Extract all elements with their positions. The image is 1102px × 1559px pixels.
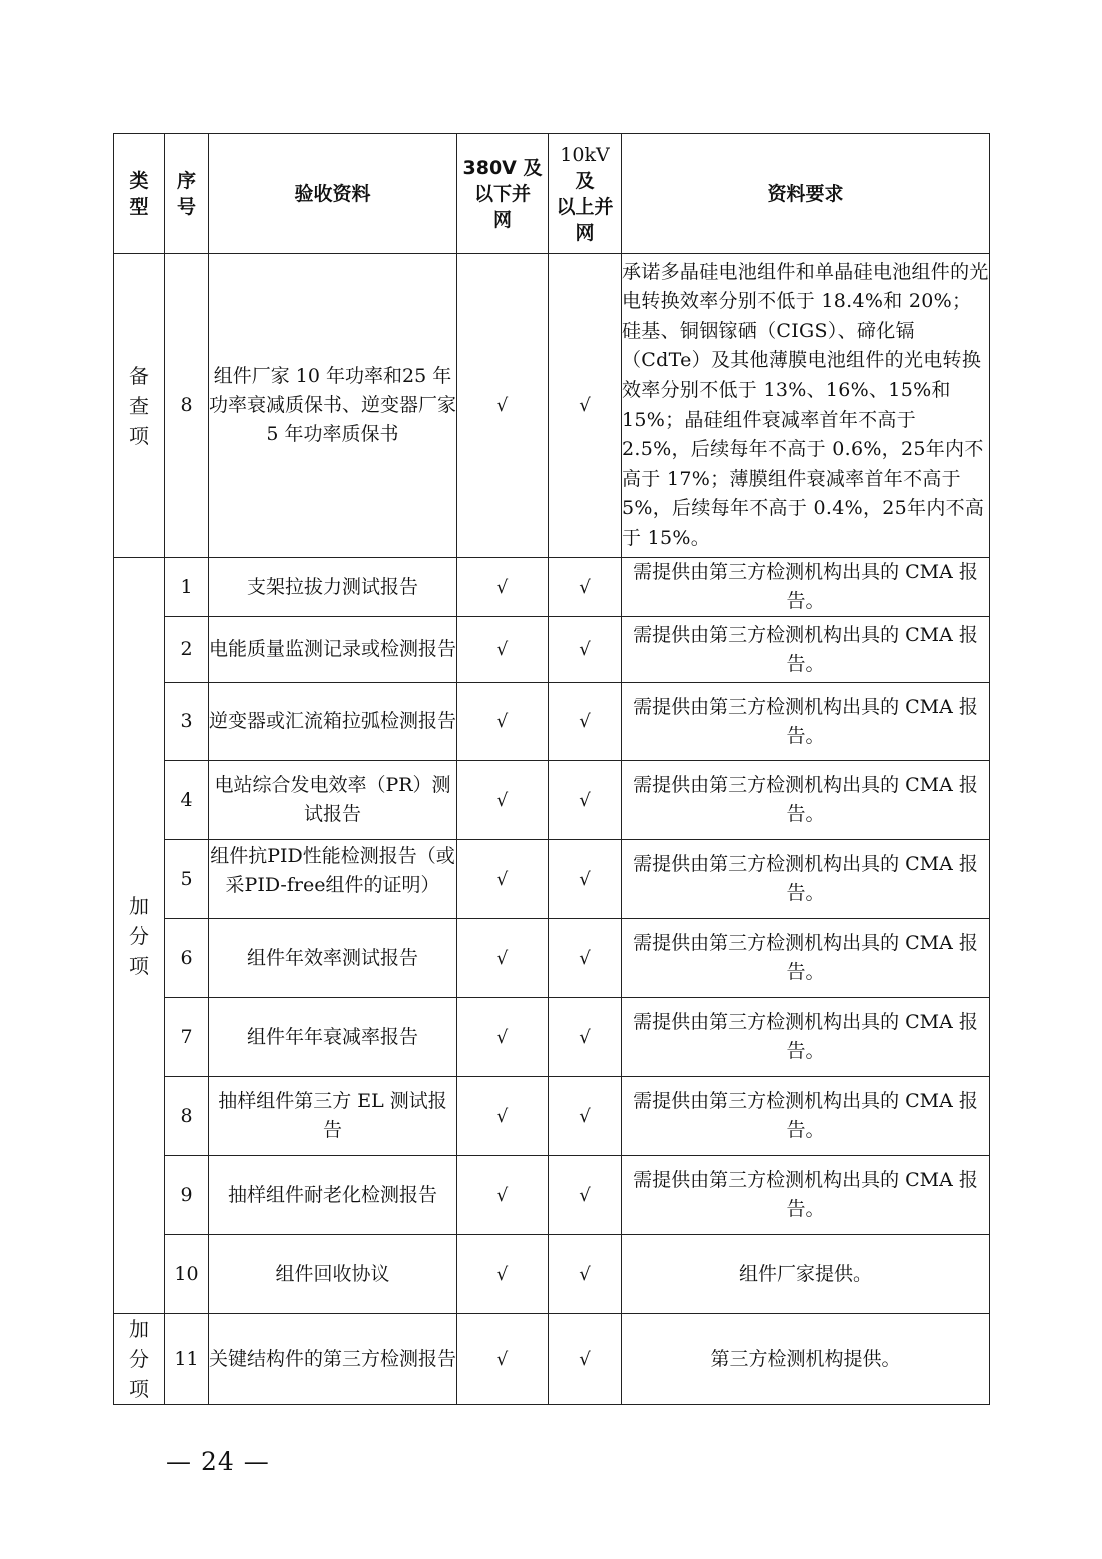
check-10kv: √ [549,683,622,761]
check-10kv: √ [549,840,622,919]
check-10kv: √ [549,1314,622,1405]
check-380v: √ [457,683,549,761]
material-cell: 组件年年衰减率报告 [209,998,457,1077]
seq-cell: 5 [165,840,209,919]
seq-cell: 8 [165,1077,209,1156]
table-row [114,1235,990,1314]
check-10kv: √ [549,1156,622,1235]
requirement-cell: 需提供由第三方检测机构出具的 CMA 报告。 [622,840,990,919]
requirement-cell: 需提供由第三方检测机构出具的 CMA 报告。 [622,919,990,998]
check-380v: √ [457,761,549,840]
seq-cell: 8 [165,254,209,558]
requirement-cell: 需提供由第三方检测机构出具的 CMA 报告。 [622,558,990,617]
check-10kv: √ [549,1077,622,1156]
table-row [114,919,990,998]
table-row [114,1077,990,1156]
requirement-cell: 需提供由第三方检测机构出具的 CMA 报告。 [622,1156,990,1235]
check-380v: √ [457,998,549,1077]
seq-cell: 6 [165,919,209,998]
category-bonus: 加 分 项 [114,558,165,1314]
check-380v: √ [457,919,549,998]
check-10kv: √ [549,761,622,840]
check-380v: √ [457,1235,549,1314]
table-row [114,761,990,840]
check-10kv: √ [549,919,622,998]
check-10kv: √ [549,558,622,617]
check-380v: √ [457,1314,549,1405]
check-380v: √ [457,558,549,617]
header-row [114,134,990,254]
table-row [114,683,990,761]
material-cell: 关键结构件的第三方检测报告 [209,1314,457,1405]
seq-cell: 3 [165,683,209,761]
check-10kv: √ [549,254,622,558]
requirement-cell: 需提供由第三方检测机构出具的 CMA 报告。 [622,683,990,761]
material-cell: 电能质量监测记录或检测报告 [209,617,457,683]
check-10kv: √ [549,617,622,683]
table-row [114,558,990,617]
material-cell: 逆变器或汇流箱拉弧检测报告 [209,683,457,761]
material-cell: 电站综合发电效率（PR）测试报告 [209,761,457,840]
requirement-cell: 承诺多晶硅电池组件和单晶硅电池组件的光电转换效率分别不低于 18.4%和 20%；硅基、铜铟镓硒（CIGS）、碲化镉（CdTe）及其他薄膜电池组件的光电转换效率分别不低于 13%、16%、15%和 15%；晶硅组件衰减率首年不高于 2.5%，后续每年不高于 0.6%，25年内不高于 17%；薄膜组件衰减率首年不高于 5%，后续每年不高于 0.4%，25年内不高于 15%。 [622,254,990,558]
material-cell: 组件抗PID性能检测报告（或采PID-free组件的证明） [209,840,457,919]
material-cell: 支架拉拔力测试报告 [209,558,457,617]
material-cell: 组件回收协议 [209,1235,457,1314]
table-row [114,1156,990,1235]
seq-cell: 4 [165,761,209,840]
header-type: 类 型 [114,134,165,254]
material-cell: 组件年效率测试报告 [209,919,457,998]
seq-cell: 1 [165,558,209,617]
seq-cell: 10 [165,1235,209,1314]
requirement-cell: 第三方检测机构提供。 [622,1314,990,1405]
acceptance-table [113,133,990,1405]
check-380v: √ [457,254,549,558]
table-row [114,840,990,919]
header-seq: 序 号 [165,134,209,254]
check-380v: √ [457,1077,549,1156]
requirement-cell: 组件厂家提供。 [622,1235,990,1314]
requirement-cell: 需提供由第三方检测机构出具的 CMA 报告。 [622,761,990,840]
requirement-cell: 需提供由第三方检测机构出具的 CMA 报告。 [622,1077,990,1156]
seq-cell: 9 [165,1156,209,1235]
check-10kv: √ [549,998,622,1077]
check-380v: √ [457,617,549,683]
check-380v: √ [457,840,549,919]
table-row [114,998,990,1077]
requirement-cell: 需提供由第三方检测机构出具的 CMA 报告。 [622,617,990,683]
header-380v: 380V 及 以下并 网 [457,134,549,254]
category-backup: 备 查 项 [114,254,165,558]
category-bonus-continued: 加 分 项 [114,1314,165,1405]
table-row [114,1314,990,1405]
material-cell: 抽样组件耐老化检测报告 [209,1156,457,1235]
header-requirement: 资料要求 [622,134,990,254]
seq-cell: 2 [165,617,209,683]
check-380v: √ [457,1156,549,1235]
seq-cell: 11 [165,1314,209,1405]
requirement-cell: 需提供由第三方检测机构出具的 CMA 报告。 [622,998,990,1077]
check-10kv: √ [549,1235,622,1314]
material-cell: 抽样组件第三方 EL 测试报告 [209,1077,457,1156]
page-number: — 24 — [166,1447,270,1476]
seq-cell: 7 [165,998,209,1077]
material-cell: 组件厂家 10 年功率和25 年功率衰减质保书、逆变器厂家 5 年功率质保书 [209,254,457,558]
header-10kv: 10kV 及 以上并 网 [549,134,622,254]
table-row [114,254,990,558]
table-row [114,617,990,683]
header-material: 验收资料 [209,134,457,254]
